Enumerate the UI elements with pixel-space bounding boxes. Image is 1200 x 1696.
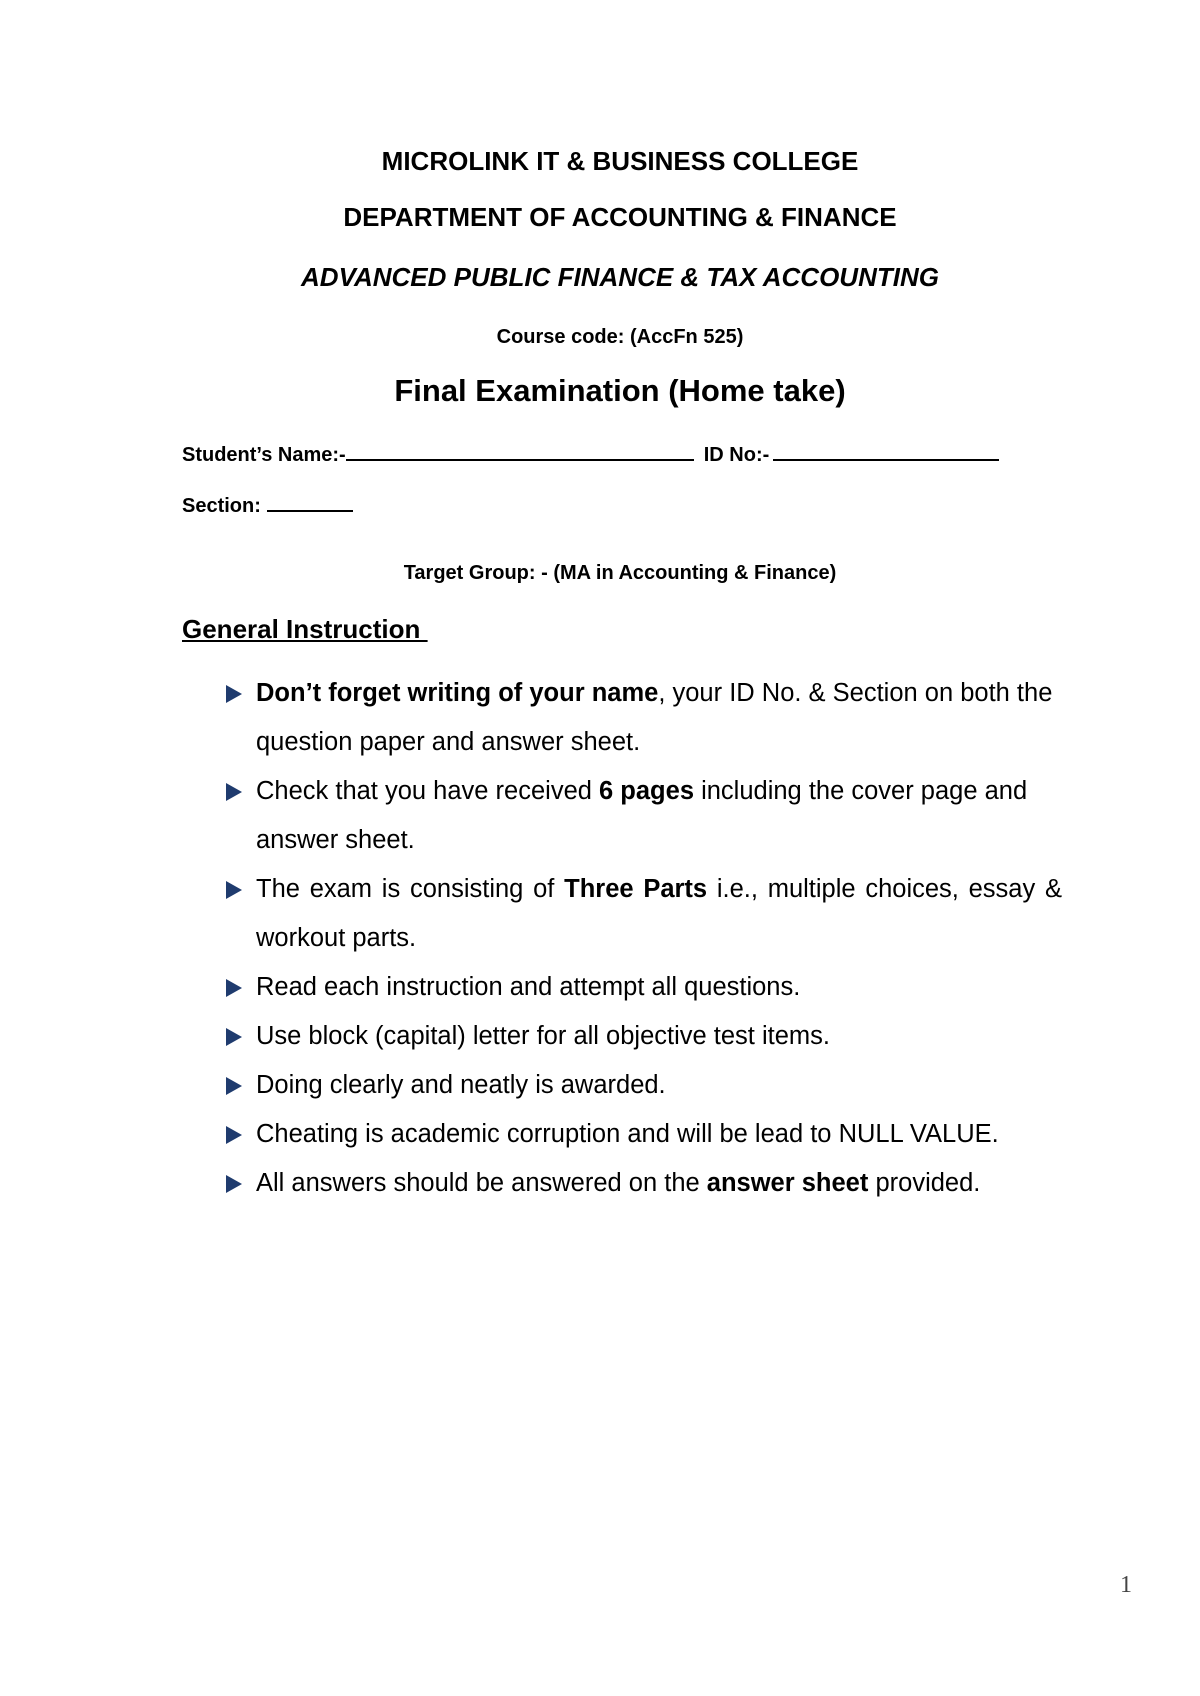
triangle-bullet-icon: [226, 1028, 242, 1046]
instruction-text: Cheating is academic corruption and will be lead to NULL VALUE.: [256, 1120, 999, 1148]
triangle-bullet-icon: [226, 685, 242, 703]
page-number: 1: [1120, 1572, 1132, 1598]
id-label: ID No:-: [703, 444, 770, 466]
student-info-line: [182, 439, 999, 467]
instruction-list: [222, 669, 1062, 1208]
instruction-item: [222, 963, 1062, 1012]
course-code: Course code: (AccFn 525): [496, 326, 744, 348]
student-name-blank[interactable]: [346, 439, 694, 461]
instruction-item: [222, 767, 1062, 865]
instruction-emphasis: Don’t forget writing of your name: [256, 679, 659, 707]
instruction-emphasis: Three Parts: [564, 875, 708, 903]
instruction-text: Check that you have received: [256, 777, 600, 805]
triangle-bullet-icon: [226, 1077, 242, 1095]
course-title: ADVANCED PUBLIC FINANCE & TAX ACCOUNTING: [301, 262, 939, 292]
exam-title: Final Examination (Home take): [394, 373, 846, 408]
section-label: Section:: [182, 495, 261, 517]
triangle-bullet-icon: [226, 1175, 242, 1193]
instruction-emphasis: answer sheet: [706, 1169, 869, 1197]
id-blank[interactable]: [773, 439, 999, 461]
instruction-text: Doing clearly and neatly is awarded.: [256, 1071, 666, 1099]
instruction-item: [222, 1159, 1062, 1208]
section-blank[interactable]: [267, 490, 353, 512]
triangle-bullet-icon: [226, 1126, 242, 1144]
instruction-text: , your ID No. & Section on both the question paper and answer sheet.: [256, 679, 1053, 756]
instruction-emphasis: 6 pages: [599, 777, 694, 805]
department-name: DEPARTMENT OF ACCOUNTING & FINANCE: [343, 202, 897, 232]
triangle-bullet-icon: [226, 783, 242, 801]
section-line: [182, 490, 353, 518]
triangle-bullet-icon: [226, 881, 242, 899]
general-instruction-heading: General Instruction: [182, 614, 428, 644]
instruction-item: [222, 669, 1062, 767]
triangle-bullet-icon: [226, 979, 242, 997]
instruction-item: [222, 865, 1062, 963]
instruction-item: [222, 1110, 1062, 1159]
instruction-text: The exam is consisting of: [256, 875, 565, 903]
target-group: Target Group: - (MA in Accounting & Finance): [403, 562, 837, 584]
instruction-text: provided.: [868, 1169, 981, 1197]
instruction-text: Read each instruction and attempt all questions.: [256, 973, 801, 1001]
student-name-label: Student’s Name:-: [182, 444, 346, 466]
college-name: MICROLINK IT & BUSINESS COLLEGE: [381, 146, 859, 176]
instruction-text: including the cover page and answer sheet.: [256, 777, 1028, 854]
instruction-item: [222, 1012, 1062, 1061]
instruction-text: i.e., multiple choices, essay & workout parts.: [256, 875, 1063, 952]
instruction-item: [222, 1061, 1062, 1110]
instruction-text: All answers should be answered on the: [256, 1169, 707, 1197]
instruction-text: Use block (capital) letter for all objective test items.: [256, 1022, 830, 1050]
